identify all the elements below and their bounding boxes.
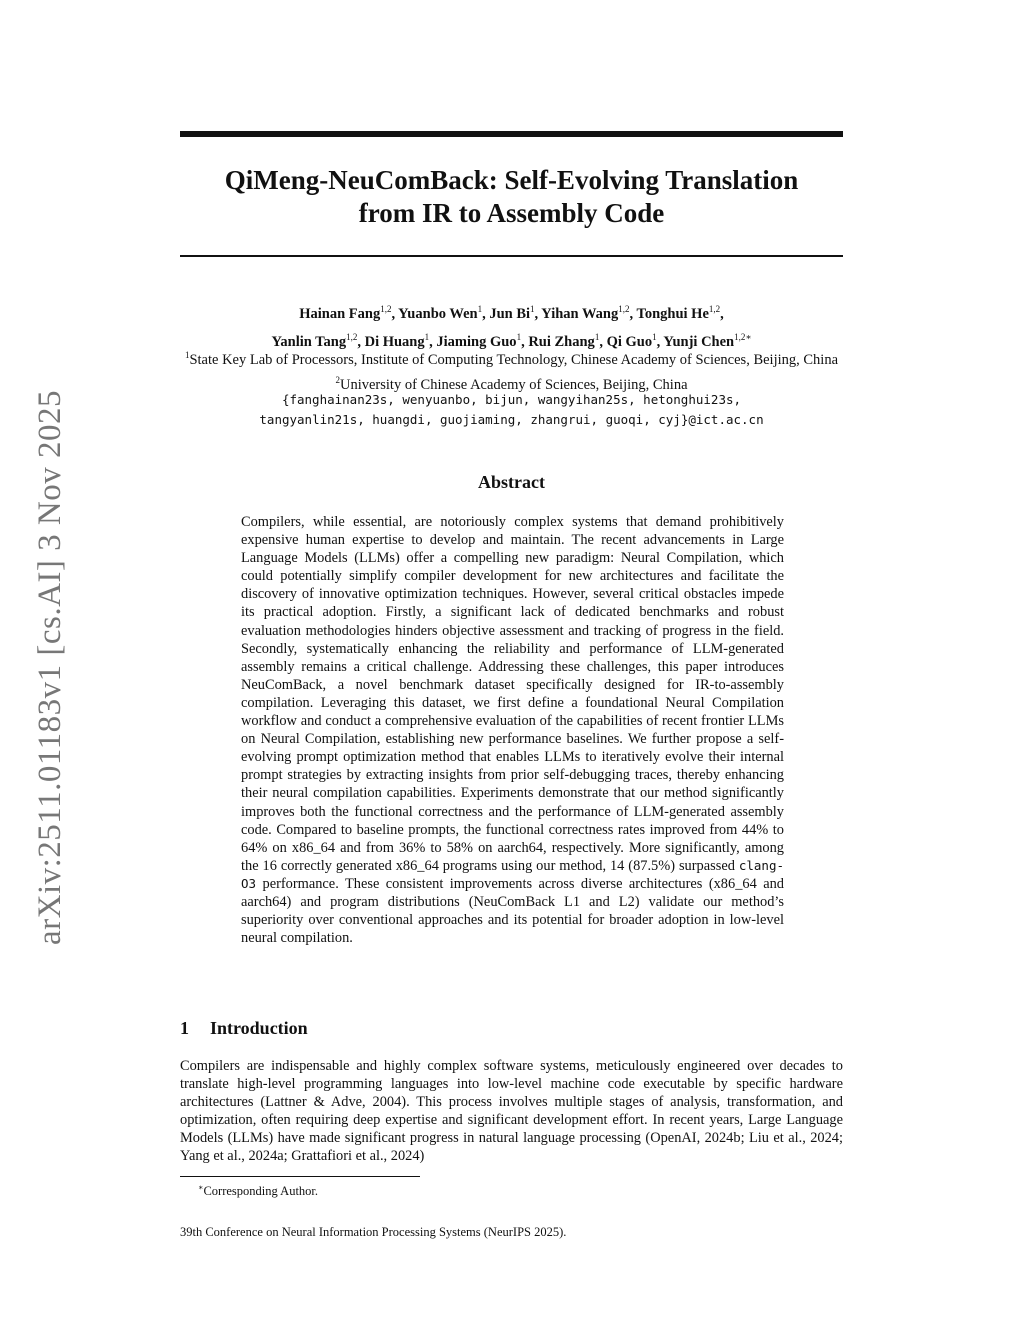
paper-title <box>180 164 843 230</box>
title-line-2: from IR to Assembly Code <box>358 198 665 228</box>
author: Jun Bi$^1$, <box>489 304 542 322</box>
affiliations: $^1$State Key Lab of Processors, Institute of Computing Technology, Chinese Academy of Sciences, Beijing, China $^2$University of Chinese Academy of Sciences, Beijing, China <box>184 350 839 393</box>
title-top-rule <box>180 131 843 137</box>
abstract-body: Compilers, while essential, are notoriously complex systems that demand prohibitively expensive human expertise to develop and maintain. The recent advancements in Large Language Models (LLMs) offer a compelling new paradigm: Neural Compilation, which could potentially simplify compiler development for new architectures and facilitate the discovery of innovative optimization techniques. However, several critical obstacles impede its practical adoption. Firstly, a significant lack of dedicated benchmarks and robust evaluation methodologies hinders objective assessment and tracking of progress in the field. Secondly, systematically enhancing the reliability and performance of LLM-generated assembly remains a critical challenge. Addressing these challenges, this paper introduces NeuComBack, a novel benchmark dataset specifically designed for IR-to-assembly compilation. Leveraging this dataset, we first define a foundational Neural Compilation workflow and conduct a comprehensive evaluation of the capabilities of recent frontier LLMs on Neural Compilation, establishing new performance baselines. We further propose a self-evolving prompt optimization method that enables LLMs to iteratively evolve their internal prompt strategies by extracting insights from prior self-debugging traces, thereby enhancing their neural compilation capabilities. Experiments demonstrate that our method significantly improves both the functional correctness and the performance of LLM-generated assembly code. Compared to baseline prompts, the functional correctness rates improved from 44% to 64% on x86_64 and from 36% to 58% on aarch64, respectively. More significantly, among the 16 correctly generated x86_64 programs using our method, 14 (87.5%) surpassed clang-O3 performance. These consistent improvements across diverse architectures (x86_64 and aarch64) and program distributions (NeuComBack L1 and L2) validate our method’s superiority over conventional approaches and its potential for broader adoption in low-level neural compilation. <box>241 514 784 947</box>
emails-line-1: {fanghainan23s, wenyuanbo, bijun, wangyihan25s, hetonghui23s, <box>281 392 742 407</box>
section-title: Introduction <box>210 1018 308 1038</box>
section-number: 1 <box>180 1018 189 1038</box>
footnote: ∗Corresponding Author. <box>198 1183 319 1199</box>
emails-line-2: tangyanlin21s, huangdi, guojiaming, zhangrui, guoqi, cyj}@ict.ac.cn <box>259 412 764 427</box>
author: Hainan Fang$^{1,2}$, <box>299 304 399 322</box>
abstract-heading: Abstract <box>478 472 545 492</box>
inline-code: clang-O3 <box>241 857 784 891</box>
footnote-rule <box>180 1176 420 1177</box>
venue-note: 39th Conference on Neural Information Processing Systems (NeurIPS 2025). <box>180 1225 567 1239</box>
author: Tonghui He$^{1,2}$, <box>636 304 724 322</box>
author: Jiaming Guo$^1$, <box>436 331 529 350</box>
title-line-1: QiMeng-NeuComBack: Self-Evolving Translation <box>224 165 799 195</box>
author: Yunji Chen$^{1,2∗}$ <box>663 331 752 350</box>
arxiv-stamp: arXiv:2511.01183v1 [cs.AI] 3 Nov 2025 <box>32 390 68 945</box>
author: Yihan Wang$^{1,2}$, <box>541 304 637 322</box>
authors-line-1 <box>180 298 843 326</box>
author-emails <box>180 390 843 430</box>
title-bottom-rule <box>180 255 843 257</box>
author: Qi Guo$^1$, <box>606 331 664 350</box>
author: Di Huang$^1$, <box>364 331 437 350</box>
author: Yanlin Tang$^{1,2}$, <box>271 331 365 350</box>
section-heading-introduction <box>180 1018 843 1039</box>
introduction-paragraph: Compilers are indispensable and highly complex software systems, meticulously engineered over decades to translate high-level programming languages into low-level machine code executable by specific hardware architectures (Lattner & Adve, 2004). This process involves multiple stages of analysis, transformation, and optimization, often requiring deep expertise and significant development effort. In recent years, Large Language Models (LLMs) have made significant progress in natural language processing (OpenAI, 2024b; Liu et al., 2024; Yang et al., 2024a; Grattafiori et al., 2024) <box>180 1058 843 1165</box>
author: Rui Zhang$^1$, <box>528 331 607 350</box>
author: Yuanbo Wen$^1$, <box>398 304 490 322</box>
